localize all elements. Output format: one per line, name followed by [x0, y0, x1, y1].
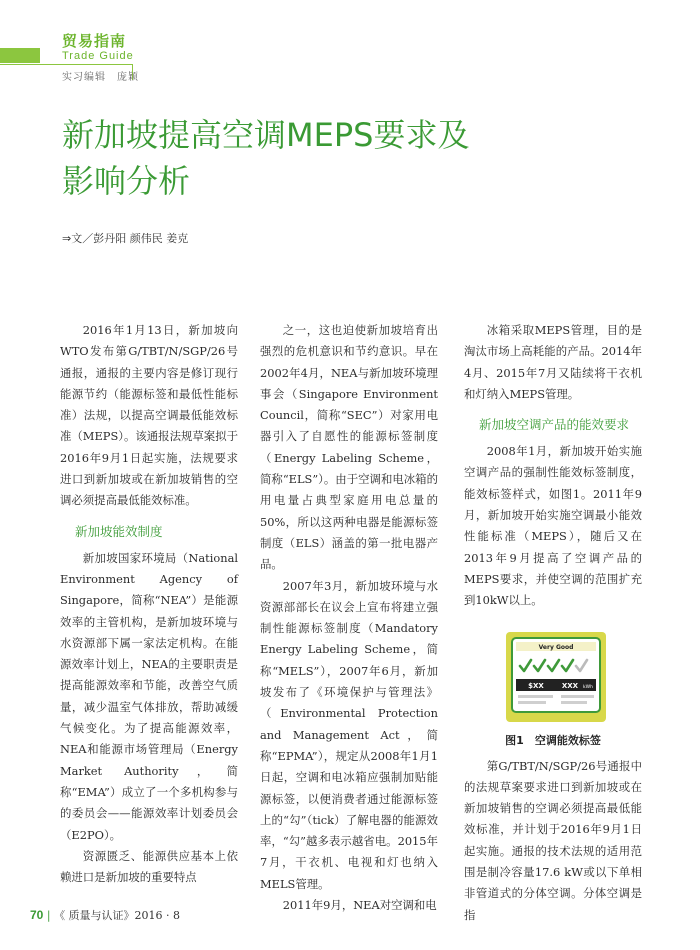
paragraph: 2007年3月，新加坡环境与水资源部部长在议会上宣布将建立强制性能源标签制度（Mandatory Energy Labeling Scheme，简称“MELS”），2007年6月，新加坡发布了《环境保护与管理法》（Environmental Protection and Management Act，简称“EPMA”），规定从2008年1月1日起，空调和电冰箱应强制加贴能源标签，以便消费者通过能源标签上的“勾”（tick）了解电器的能源效率，“勾”越多表示越省电。2015年7月，干衣机、电视和灯也纳入MELS管理。 [260, 578, 438, 891]
paragraph: 资源匮乏、能源供应基本上依赖进口是新加坡的重要特点 [60, 848, 238, 885]
text-column-1 [60, 320, 238, 888]
page-number: 70 [30, 908, 44, 922]
article-authors: ⇒文／彭丹阳 颜伟民 姜克 [62, 232, 189, 245]
paragraph: 2016年1月13日，新加坡向WTO发布第G/TBT/N/SGP/26号通报，通报的主要内容是修订现行能源节约（能源标签和最低性能标准）法规，以提高空调最低能效标准（MEPS）。该通报法规草案拟于2016年9月1日起实施，法规要求进口到新加坡或在新加坡销售的空调必须提高最低能效标准。 [60, 323, 238, 508]
article-title-line-1: 新加坡提高空调MEPS要求及 [62, 116, 470, 154]
editor-credit: 实习编辑 庞颖 [62, 72, 139, 83]
energy-label-figure [506, 632, 606, 722]
section-color-bar [0, 48, 40, 63]
paragraph: 新加坡国家环境局（National Environment Agency of Singapore，简称“NEA”）是能源效率的主管机构，是新加坡环境与水资源部下属一家法定机构。在能源效率计划上，NEA的主要职责是提高能源效率和节能，改善空气质量，减少温室气体排放，帮助减缓气候变化。为了提高能源效率，NEA和能源市场管理局（Energy Market Authority，简称“EMA”）成立了一个多机构参与的委员会——能源效率计划委员会（E2PO）。 [60, 550, 238, 842]
section-subtitle: Trade Guide [62, 50, 134, 62]
section-title: 贸易指南 [62, 32, 127, 50]
article-title [62, 112, 622, 204]
energy-value: XXX [561, 681, 579, 690]
cost-value: $XX [528, 681, 544, 690]
journal-name: 《 质量与认证》2016 · 8 [54, 909, 181, 922]
article-title-line-2: 影响分析 [62, 162, 191, 200]
fine-print [561, 701, 587, 704]
section-heading: 新加坡能效制度 [75, 523, 163, 539]
text-column-3 [464, 320, 642, 926]
paragraph: 冰箱采取MEPS管理，目的是淘汰市场上高耗能的产品。2014年4月、2015年7月又陆续将干衣机和灯纳入MEPS管理。 [464, 323, 642, 401]
page-footer [30, 907, 180, 923]
paragraph: 2011年9月，NEA对空调和电 [282, 898, 437, 913]
text-column-2 [260, 320, 438, 916]
figure-caption: 图1 空调能效标签 [505, 733, 601, 747]
header-rule [0, 64, 132, 65]
energy-label-image [506, 632, 606, 722]
rating-text: Very Good [538, 643, 574, 651]
paragraph: 第G/TBT/N/SGP/26号通报中的法规草案要求进口到新加坡或在新加坡销售的空调必须提高最低能效标准，并计划于2016年9月1日起实施。通报的技术法规的适用范围是制冷容量17.6 kW或以下单相非管道式的分体空调。分体空调是指 [464, 758, 642, 922]
paragraph: 2008年1月，新加坡开始实施空调产品的强制性能效标签制度，能效标签样式，如图1。2011年9月，新加坡开始实施空调最小能效性能标准（MEPS），随后又在2013年9月提高了空调产品的MEPS要求，并使空调的范围扩充到10kW以上。 [464, 444, 642, 608]
fine-print [561, 695, 594, 698]
fine-print [518, 695, 553, 698]
fine-print [518, 701, 546, 704]
section-heading: 新加坡空调产品的能效要求 [479, 417, 630, 433]
energy-unit: kWh [583, 684, 593, 690]
footer-separator: | [46, 909, 55, 922]
paragraph: 之一，这也迫使新加坡培育出强烈的危机意识和节约意识。早在2002年4月，NEA与新加坡环境理事会（Singapore Environment Council，简称“SEC”）对家用电器引入了自愿性的能源标签制度（Energy Labeling Scheme，简称“ELS”）。由于空调和电冰箱的用电量占典型家庭用电总量的50%，所以这两种电器是能源标签制度（ELS）涵盖的第一批电器产品。 [260, 323, 438, 572]
